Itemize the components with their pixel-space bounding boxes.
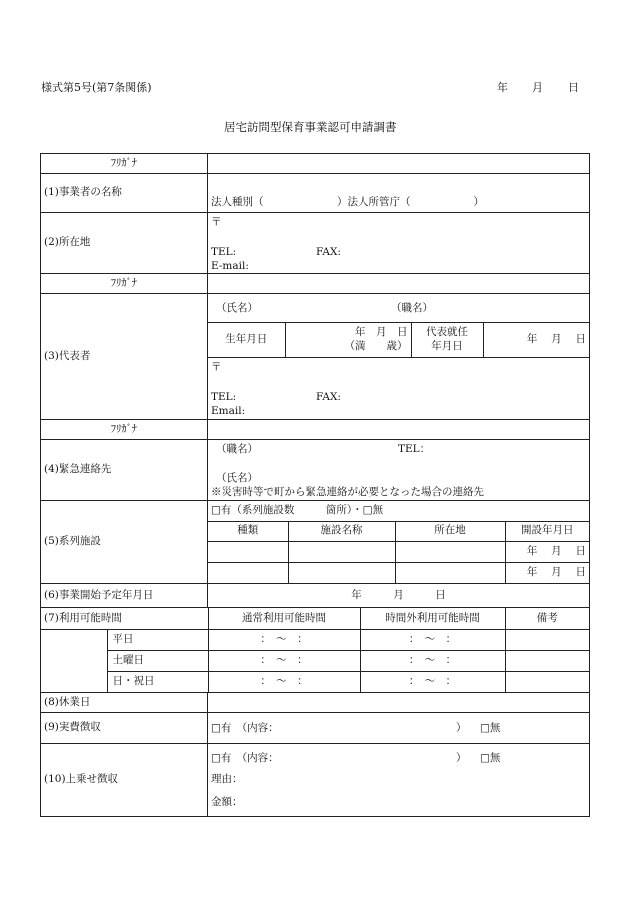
birth-date-field[interactable]: [285, 323, 411, 357]
representative-label: (3)代表者: [41, 294, 208, 420]
date-month: 月: [532, 81, 543, 94]
col-opening-date: 開設年月日: [505, 521, 589, 541]
email-label: Email:: [211, 405, 246, 417]
hours-cell: [41, 608, 590, 693]
surcharge-field[interactable]: [208, 744, 590, 817]
col-extra-hours: 時間外利用可能時間: [360, 608, 505, 629]
furigana-row-1: [41, 154, 590, 174]
surcharge-yes[interactable]: □有 （内容：: [211, 752, 279, 764]
date-day: 日: [568, 81, 579, 94]
surcharge-amount: 金額：: [211, 796, 243, 808]
surcharge-reason: 理由：: [211, 773, 243, 785]
form-number: 様式第5号(第7条関係): [41, 81, 152, 94]
hours-label: (7)利用可能時間: [41, 608, 208, 629]
date-year: 年: [497, 81, 508, 94]
actual-cost-close: ）: [456, 722, 467, 734]
surcharge-no[interactable]: □無: [480, 752, 501, 764]
birth-date: 年 月 日: [355, 326, 408, 339]
furigana-row-2: [41, 274, 590, 294]
business-name-field[interactable]: [208, 174, 590, 213]
name-label: （氏名）: [216, 472, 258, 484]
postal-mark: 〒: [211, 216, 222, 228]
emergency-label: (4)緊急連絡先: [41, 440, 208, 501]
actual-cost-field[interactable]: [208, 713, 590, 744]
location-field[interactable]: [208, 213, 590, 274]
weekday-extra[interactable]: ： 〜 ：: [360, 629, 505, 650]
tel-label: TEL:: [211, 246, 237, 258]
start-date-label: (6)事業開始予定年月日: [41, 584, 208, 608]
saturday-normal[interactable]: ： 〜 ：: [208, 650, 360, 671]
affiliated-location-2[interactable]: [395, 562, 505, 583]
emergency-field[interactable]: [208, 440, 590, 501]
email-label: E-mail:: [211, 260, 249, 272]
corp-type-text: 法人種別（ ）法人所管庁（ ）: [211, 195, 484, 208]
weekday-normal[interactable]: ： 〜 ：: [208, 629, 360, 650]
location-label: (2)所在地: [41, 213, 208, 274]
business-name-label: (1)事業者の名称: [41, 174, 208, 213]
holiday-label: 日・祝日: [107, 671, 208, 692]
col-remarks: 備考: [505, 608, 589, 629]
fax-label: FAX:: [316, 391, 341, 403]
start-date-field[interactable]: 年 月 日: [208, 584, 590, 608]
surcharge-label: (10)上乗せ徴収: [41, 744, 208, 817]
affiliated-label: (5)系列施設: [41, 501, 208, 584]
representative-name-row: [41, 294, 590, 323]
affiliated-date-1[interactable]: 年 月 日: [505, 541, 589, 562]
saturday-extra[interactable]: ： 〜 ：: [360, 650, 505, 671]
position-label: （職名）: [391, 302, 433, 314]
application-form: [40, 153, 590, 817]
actual-cost-row: [41, 713, 590, 744]
fax-label: FAX:: [316, 246, 341, 258]
surcharge-close: ）: [456, 752, 467, 764]
holiday-normal[interactable]: ： 〜 ：: [208, 671, 360, 692]
col-location: 所在地: [395, 521, 505, 541]
age: （満 歳）: [344, 340, 408, 352]
start-date-row: [41, 584, 590, 608]
furigana-label: ﾌﾘｶﾞﾅ: [41, 420, 208, 440]
holiday-remarks[interactable]: [505, 671, 589, 692]
actual-cost-no[interactable]: □無: [480, 722, 501, 734]
location-row: [41, 213, 590, 274]
furigana-label: ﾌﾘｶﾞﾅ: [41, 154, 208, 174]
representative-birth-cell: [208, 323, 590, 358]
holidays-field[interactable]: [208, 693, 590, 713]
affiliated-type-1[interactable]: [208, 541, 288, 562]
col-type: 種類: [208, 521, 288, 541]
tel-label: TEL:: [211, 391, 237, 403]
affiliated-type-2[interactable]: [208, 562, 288, 583]
furigana-row-3: [41, 420, 590, 440]
furigana-field-business[interactable]: [208, 154, 590, 174]
affiliated-location-1[interactable]: [395, 541, 505, 562]
actual-cost-label: (9)実費徴収: [41, 713, 208, 744]
furigana-field-representative[interactable]: [208, 274, 590, 294]
affiliated-name-2[interactable]: [288, 562, 395, 583]
surcharge-row: [41, 744, 590, 817]
furigana-field-emergency[interactable]: [208, 420, 590, 440]
saturday-remarks[interactable]: [505, 650, 589, 671]
furigana-label: ﾌﾘｶﾞﾅ: [41, 274, 208, 294]
postal-mark: 〒: [211, 361, 222, 373]
business-name-row: [41, 174, 590, 213]
saturday-label: 土曜日: [107, 650, 208, 671]
appointed-label: 代表就任 年月日: [411, 323, 483, 357]
page-title: 居宅訪問型保育事業認可申請調書: [224, 120, 397, 134]
holiday-extra[interactable]: ： 〜 ：: [360, 671, 505, 692]
emergency-row: [41, 440, 590, 501]
representative-address-field[interactable]: [208, 358, 590, 420]
appointed-date-field[interactable]: 年 月 日: [526, 333, 586, 346]
birth-label: 生年月日: [208, 323, 285, 357]
affiliated-date-2[interactable]: 年 月 日: [526, 566, 586, 579]
col-normal-hours: 通常利用可能時間: [208, 608, 360, 629]
emergency-note: ※災害時等で町から緊急連絡が必要となった場合の連絡先: [211, 486, 484, 498]
col-name: 施設名称: [288, 521, 395, 541]
holidays-row: [41, 693, 590, 713]
name-label: （氏名）: [216, 302, 258, 314]
position-label: （職名）: [216, 443, 258, 455]
weekday-remarks[interactable]: [505, 629, 589, 650]
representative-name-field[interactable]: [208, 294, 590, 323]
hours-indent: [41, 629, 107, 692]
affiliated-option[interactable]: □有（系列施設数 箇所）・□無: [208, 501, 589, 521]
holidays-label: (8)休業日: [41, 693, 208, 713]
affiliated-cell: [208, 501, 590, 584]
weekday-label: 平日: [107, 629, 208, 650]
hours-row: [41, 608, 590, 693]
tel-label: TEL：: [398, 443, 431, 455]
actual-cost-yes[interactable]: □有 （内容：: [211, 722, 279, 734]
affiliated-name-1[interactable]: [288, 541, 395, 562]
affiliated-row: [41, 501, 590, 584]
